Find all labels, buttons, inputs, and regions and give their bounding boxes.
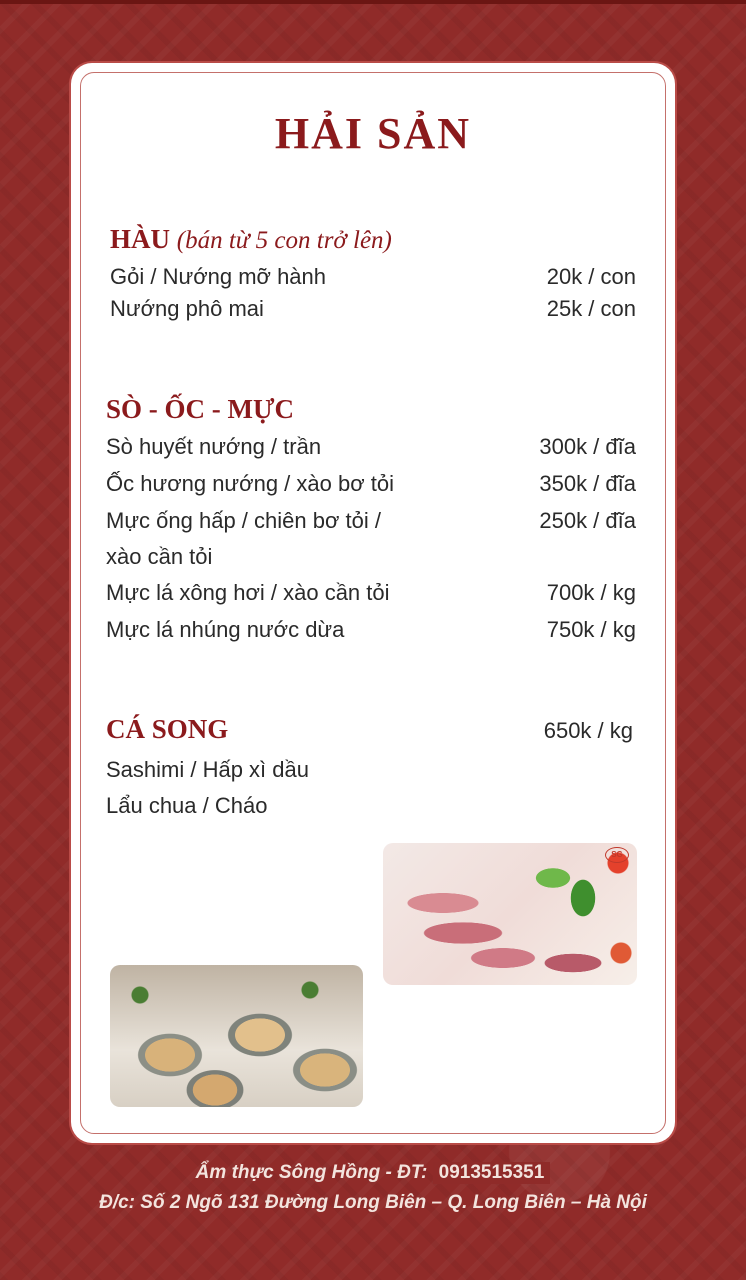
squid-dish-photo	[383, 843, 637, 985]
menu-item-price: 300k / đĩa	[539, 434, 636, 459]
restaurant-logo-icon: SG	[605, 847, 629, 863]
menu-item-name: Mực lá nhúng nước dừa	[106, 617, 345, 642]
top-border	[0, 0, 746, 4]
menu-item-price: 350k / đĩa	[539, 471, 636, 496]
menu-item-name: Gỏi / Nướng mỡ hành	[110, 264, 327, 289]
section-heading-hau	[110, 224, 392, 255]
menu-item-price: 250k / đĩa	[539, 508, 636, 533]
menu-item-name: Mực ống hấp / chiên bơ tỏi /	[106, 508, 381, 533]
page-title: HẢI SẢN	[274, 109, 472, 158]
menu-item-name: xào cần tỏi	[106, 544, 213, 569]
menu-item-price: 20k / con	[546, 264, 636, 289]
menu-item-price: 25k / con	[546, 296, 636, 321]
section-name: CÁ SONG	[106, 714, 229, 744]
footer-contact-line	[0, 1162, 746, 1184]
menu-item-name: Sò huyết nướng / trần	[106, 434, 322, 459]
footer-address: Đ/c: Số 2 Ngõ 131 Đường Long Biên – Q. Long Biên – Hà Nội	[99, 1192, 647, 1213]
menu-item-price: 750k / kg	[546, 617, 636, 642]
menu-item-name: Lẩu chua / Cháo	[106, 793, 268, 818]
section-price: 650k / kg	[543, 718, 633, 743]
menu-item-price: 700k / kg	[546, 580, 636, 605]
section-heading-so-oc-muc	[106, 394, 294, 425]
menu-item-name: Sashimi / Hấp xì dầu	[106, 757, 309, 782]
section-name: HÀU	[110, 224, 170, 254]
footer-restaurant-label: Ẩm thực Sông Hồng - ĐT:	[195, 1162, 428, 1183]
menu-item-name: Ốc hương nướng / xào bơ tỏi	[106, 471, 394, 496]
section-heading-ca-song	[106, 714, 228, 745]
section-name: SÒ - ỐC - MỰC	[106, 394, 294, 424]
grilled-oyster-photo	[110, 965, 363, 1107]
menu-item-name: Nướng phô mai	[110, 296, 264, 321]
footer-phone: 0913515351	[433, 1162, 551, 1184]
menu-item-name: Mực lá xông hơi / xào cần tỏi	[106, 580, 390, 605]
section-note: (bán từ 5 con trở lên)	[176, 227, 392, 254]
